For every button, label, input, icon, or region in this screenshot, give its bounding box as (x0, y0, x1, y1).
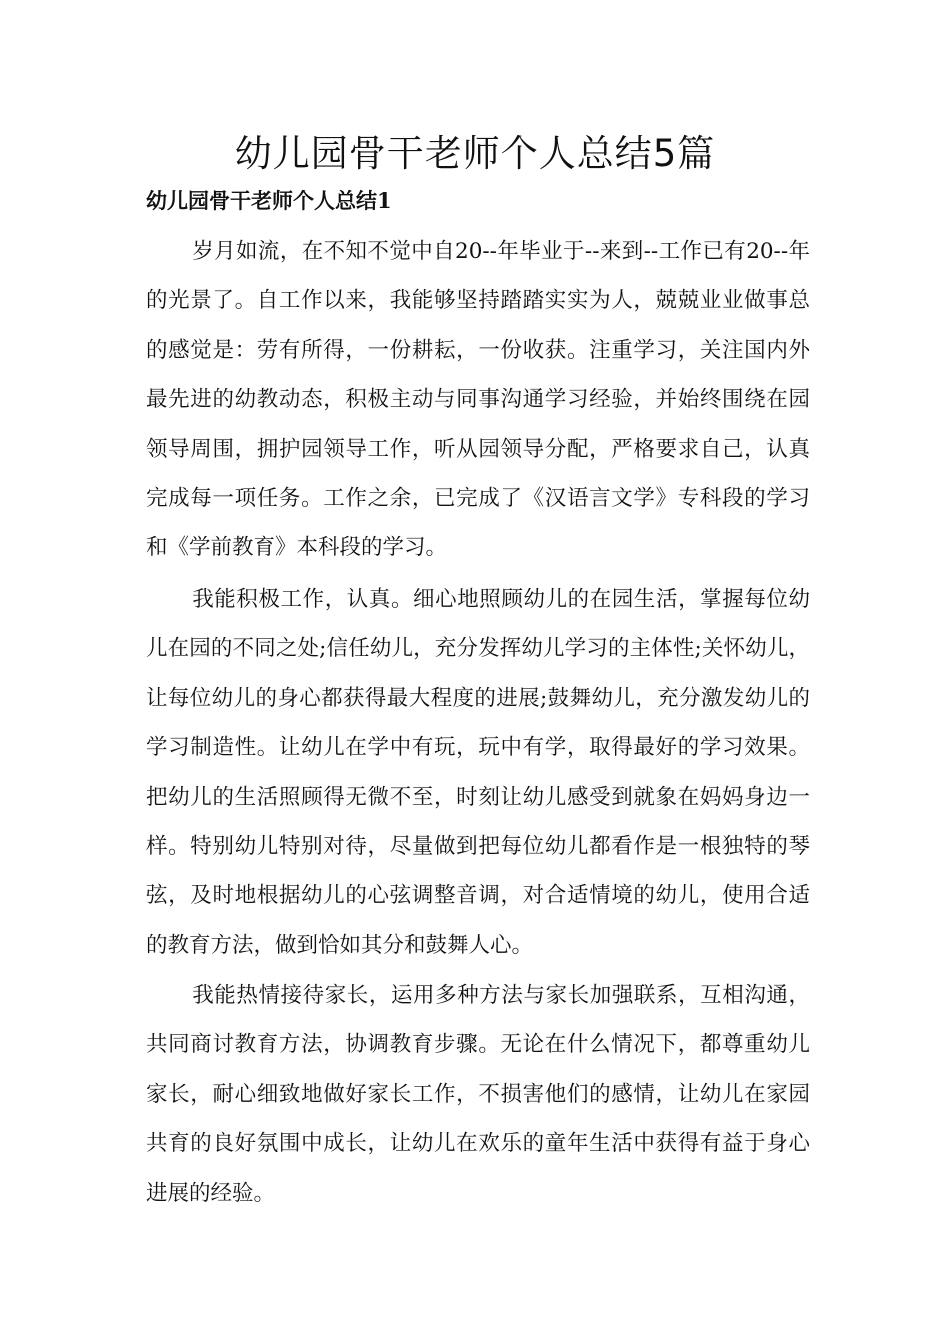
document-title: 幼儿园骨干老师个人总结5篇 (234, 132, 716, 175)
section-heading: 幼儿园骨干老师个人总结1 (146, 188, 392, 213)
body-paragraph: 我能积极工作，认真。细心地照顾幼儿的在园生活，掌握每位幼儿在园的不同之处;信任幼儿，充分发挥幼儿学习的主体性;关怀幼儿，让每位幼儿的身心都获得最大程度的进展;鼓舞幼儿，充分激发幼儿的学习制造性。让幼儿在学中有玩，玩中有学，取得最好的学习效果。把幼儿的生活照顾得无微不至，时刻让幼儿感受到就象在妈妈身边一样。特别幼儿特别对待，尽量做到把每位幼儿都看作是一根独特的琴弦，及时地根据幼儿的心弦调整音调，对合适情境的幼儿，使用合适的教育方法，做到恰如其分和鼓舞人心。 (146, 587, 810, 958)
body-paragraph: 岁月如流，在不知不觉中自20--年毕业于--来到--工作已有20--年的光景了。自工作以来，我能够坚持踏踏实实为人，兢兢业业做事总的感觉是：劳有所得，一份耕耘，一份收获。注重学习，关注国内外最先进的幼教动态，积极主动与同事沟通学习经验，并始终围绕在园领导周围，拥护园领导工作，听从园领导分配，严格要求自己，认真完成每一项任务。工作之余，已完成了《汉语言文学》专科段的学习和《学前教育》本科段的学习。 (146, 239, 810, 561)
body-paragraph: 我能热情接待家长，运用多种方法与家长加强联系，互相沟通，共同商讨教育方法，协调教育步骤。无论在什么情况下，都尊重幼儿家长，耐心细致地做好家长工作，不损害他们的感情，让幼儿在家园共育的良好氛围中成长，让幼儿在欢乐的童年生活中获得有益于身心进展的经验。 (146, 983, 810, 1206)
